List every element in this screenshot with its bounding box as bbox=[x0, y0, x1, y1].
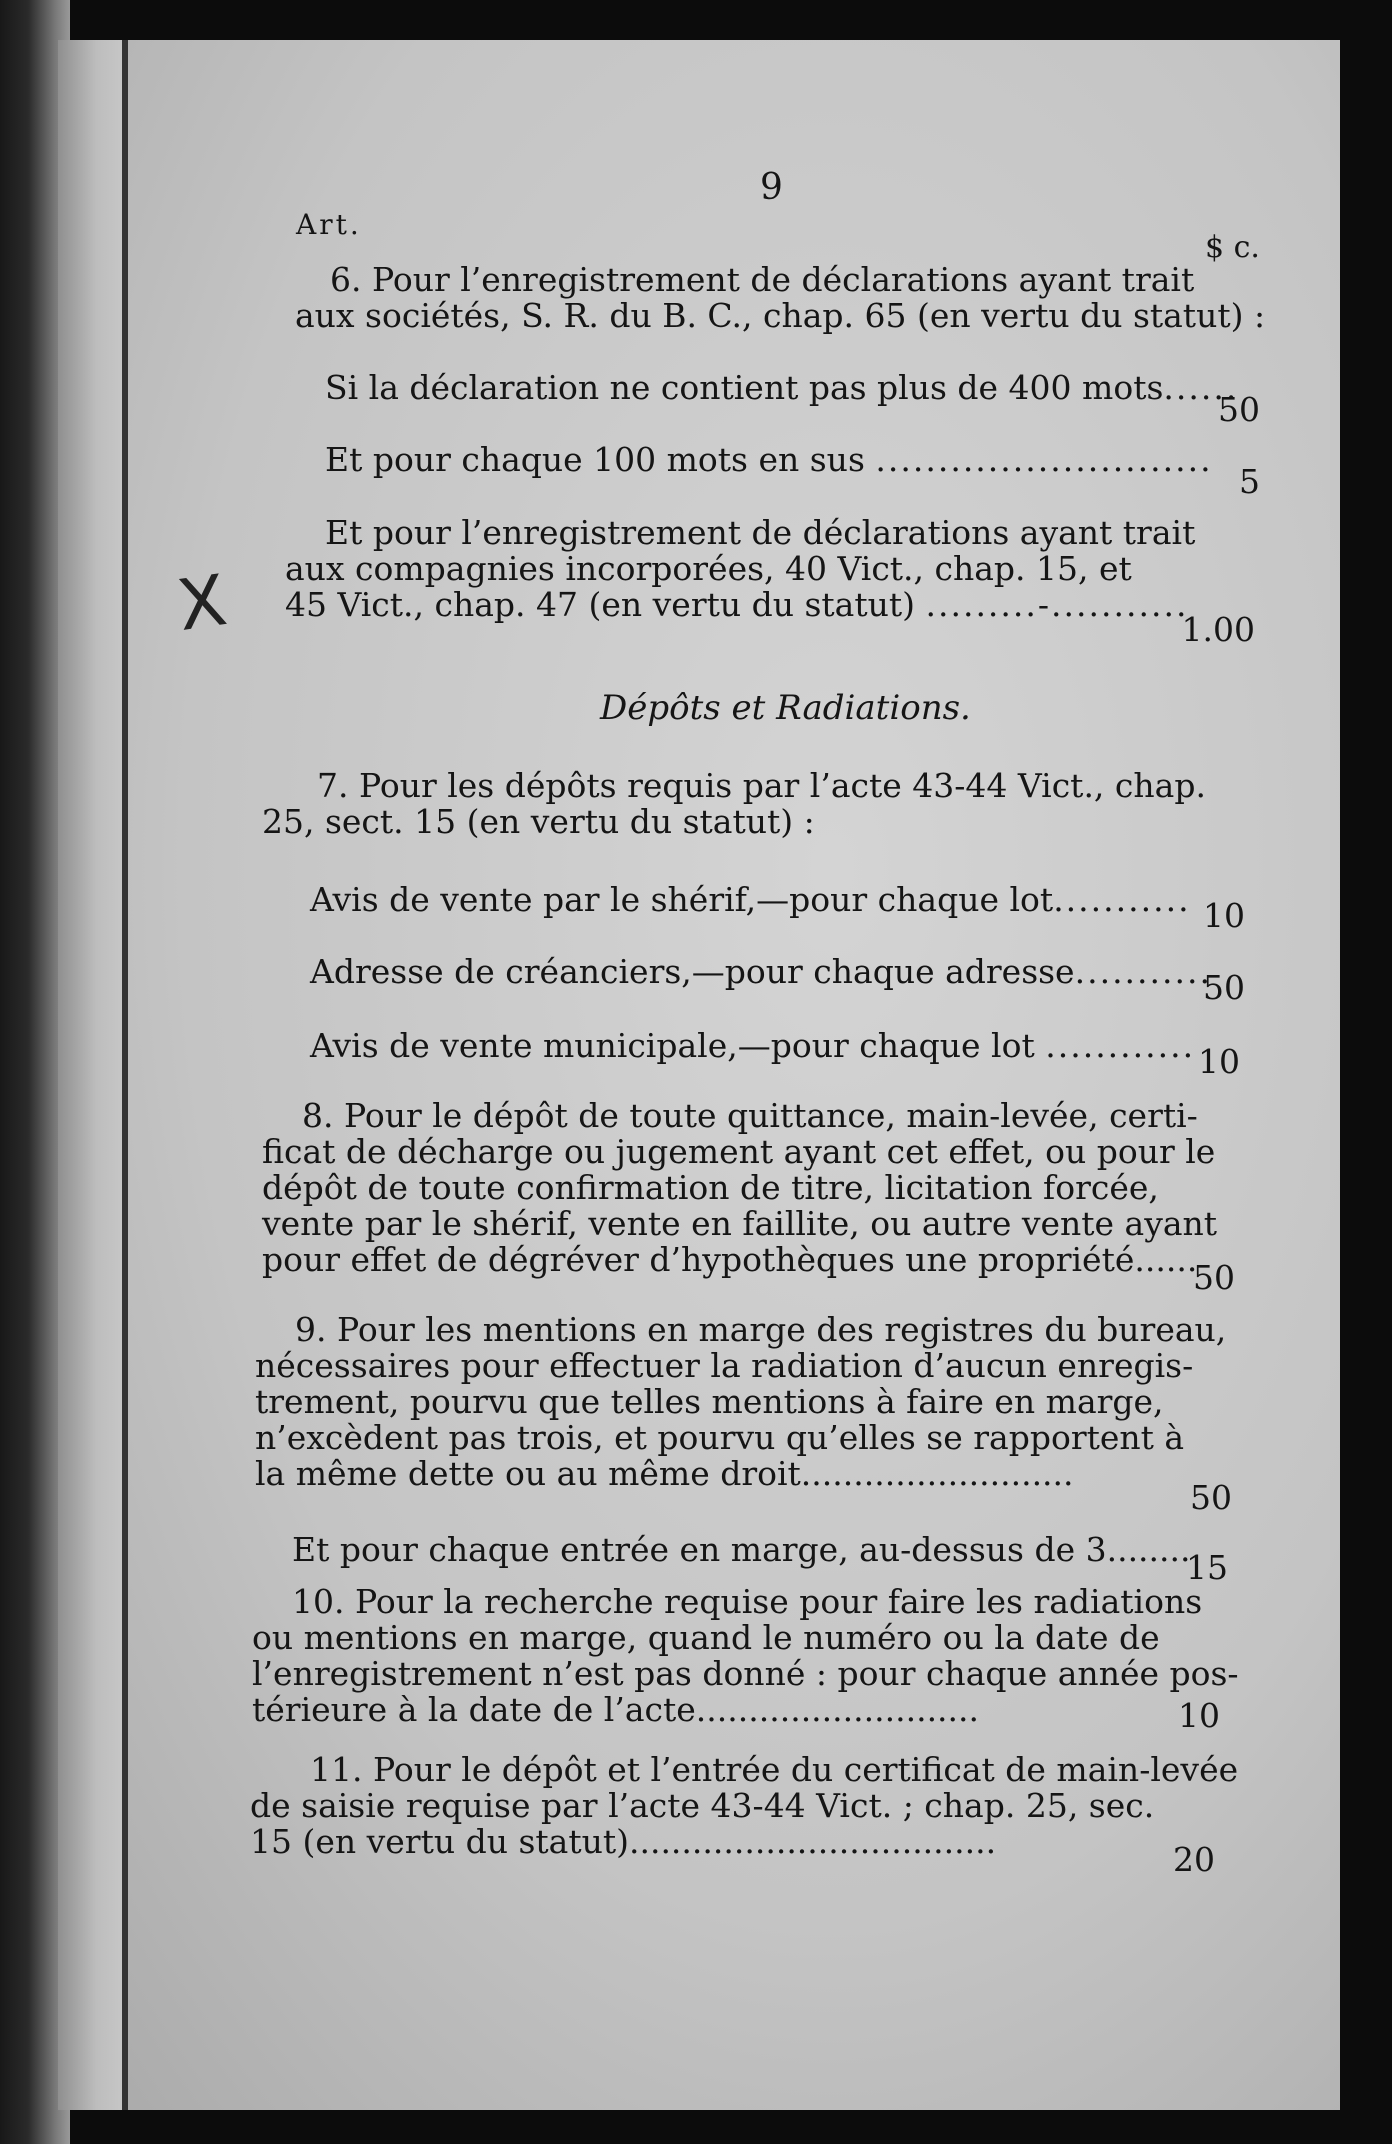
art10-amount: 10 bbox=[1178, 1696, 1220, 1735]
art8-paragraph bbox=[262, 1096, 1218, 1279]
art6-intro bbox=[295, 260, 1266, 335]
art6-item-1 bbox=[325, 368, 1238, 408]
art11-line-2: de saisie requise par l’acte 43-44 Vict. ; chap. 25, sec. bbox=[250, 1786, 1155, 1825]
leader-dots: ........... bbox=[1074, 952, 1212, 991]
art9-line-1: 9. Pour les mentions en marge des registres du bureau, bbox=[295, 1310, 1227, 1349]
binding-edge bbox=[122, 40, 128, 2110]
art10-line-4: térieure à la date de l’acte........................... bbox=[252, 1690, 980, 1729]
art11-amount: 20 bbox=[1173, 1840, 1215, 1879]
art8-line-3: dépôt de toute confirmation de titre, licitation forcée, bbox=[262, 1168, 1159, 1207]
art8-line-5: pour effet de dégréver d’hypothèques une propriété...... bbox=[262, 1240, 1198, 1279]
art9-amount: 50 bbox=[1190, 1478, 1232, 1517]
art7-intro-line-2: 25, sect. 15 (en vertu du statut) : bbox=[262, 802, 815, 841]
leader-dots: ........... bbox=[1053, 880, 1191, 919]
art6-extra bbox=[285, 513, 1196, 624]
art6-extra-amount: 1.00 bbox=[1181, 610, 1255, 649]
art6-item-1-label: Si la déclaration ne contient pas plus de 400 mots bbox=[325, 368, 1164, 407]
art6-intro-line-1: 6. Pour l’enregistrement de déclarations ayant trait bbox=[330, 260, 1195, 299]
art6-extra-line-1: Et pour l’enregistrement de déclarations ayant trait bbox=[325, 513, 1196, 552]
art7-item-2 bbox=[310, 952, 1212, 992]
leader-dots: .........-........... bbox=[925, 585, 1189, 624]
art10-line-3: l’enregistrement n’est pas donné : pour chaque année pos- bbox=[252, 1654, 1239, 1693]
art6-extra-line-3: 45 Vict., chap. 47 (en vertu du statut) bbox=[285, 585, 915, 624]
art9-paragraph bbox=[255, 1310, 1227, 1493]
art6-item-2-label: Et pour chaque 100 mots en sus bbox=[325, 440, 865, 479]
art7-item-3-amount: 10 bbox=[1198, 1042, 1240, 1081]
art10-line-1: 10. Pour la recherche requise pour faire les radiations bbox=[292, 1582, 1203, 1621]
art7-intro bbox=[262, 766, 1206, 841]
art8-line-1: 8. Pour le dépôt de toute quittance, main-levée, certi- bbox=[302, 1096, 1198, 1135]
art9-line-3: trement, pourvu que telles mentions à faire en marge, bbox=[255, 1382, 1164, 1421]
art7-item-1 bbox=[310, 880, 1191, 920]
book-spine bbox=[58, 40, 128, 2110]
column-label-amount: $ c. bbox=[1205, 230, 1260, 265]
art6-item-1-amount: 50 bbox=[1218, 390, 1260, 429]
leader-dots: ............ bbox=[1045, 1026, 1196, 1065]
art7-intro-line-1: 7. Pour les dépôts requis par l’acte 43-44 Vict., chap. bbox=[317, 766, 1206, 805]
art6-item-2 bbox=[325, 440, 1213, 480]
art9-line-5: la même dette ou au même droit.......................... bbox=[255, 1454, 1074, 1493]
art7-item-2-label: Adresse de créanciers,—pour chaque adresse bbox=[310, 952, 1075, 991]
art7-item-3 bbox=[310, 1026, 1195, 1066]
art6-item-2-amount: 5 bbox=[1239, 462, 1260, 501]
art9-line-4: n’excèdent pas trois, et pourvu qu’elles se rapportent à bbox=[255, 1418, 1185, 1457]
art6-extra-line-2: aux compagnies incorporées, 40 Vict., chap. 15, et bbox=[285, 549, 1132, 588]
page-number: 9 bbox=[760, 167, 783, 208]
art10-line-2: ou mentions en marge, quand le numéro ou la date de bbox=[252, 1618, 1160, 1657]
leader-dots: ........................... bbox=[875, 440, 1213, 479]
art11-line-1: 11. Pour le dépôt et l’entrée du certificat de main-levée bbox=[310, 1750, 1239, 1789]
art10-paragraph bbox=[252, 1582, 1239, 1729]
art9-extra: Et pour chaque entrée en marge, au-dessus de 3........ bbox=[292, 1530, 1191, 1569]
leader-dots: ...... bbox=[1163, 368, 1239, 407]
art7-item-1-label: Avis de vente par le shérif,—pour chaque lot bbox=[310, 880, 1054, 919]
column-label-art: Art. bbox=[296, 208, 362, 241]
art8-amount: 50 bbox=[1193, 1258, 1235, 1297]
art11-line-3: 15 (en vertu du statut)................................... bbox=[250, 1822, 997, 1861]
art6-intro-line-2: aux sociétés, S. R. du B. C., chap. 65 (en vertu du statut) : bbox=[295, 296, 1266, 335]
art7-item-3-label: Avis de vente municipale,—pour chaque lot bbox=[310, 1026, 1035, 1065]
pencil-x-mark: X bbox=[172, 559, 232, 647]
art7-item-2-amount: 50 bbox=[1203, 968, 1245, 1007]
art8-line-4: vente par le shérif, vente en faillite, ou autre vente ayant bbox=[262, 1204, 1218, 1243]
art7-item-1-amount: 10 bbox=[1203, 896, 1245, 935]
section-heading: Dépôts et Radiations. bbox=[600, 688, 971, 728]
art9-line-2: nécessaires pour effectuer la radiation d’aucun enregis- bbox=[255, 1346, 1194, 1385]
art8-line-2: ficat de décharge ou jugement ayant cet effet, ou pour le bbox=[262, 1132, 1216, 1171]
art9-extra-amount: 15 bbox=[1186, 1548, 1228, 1587]
